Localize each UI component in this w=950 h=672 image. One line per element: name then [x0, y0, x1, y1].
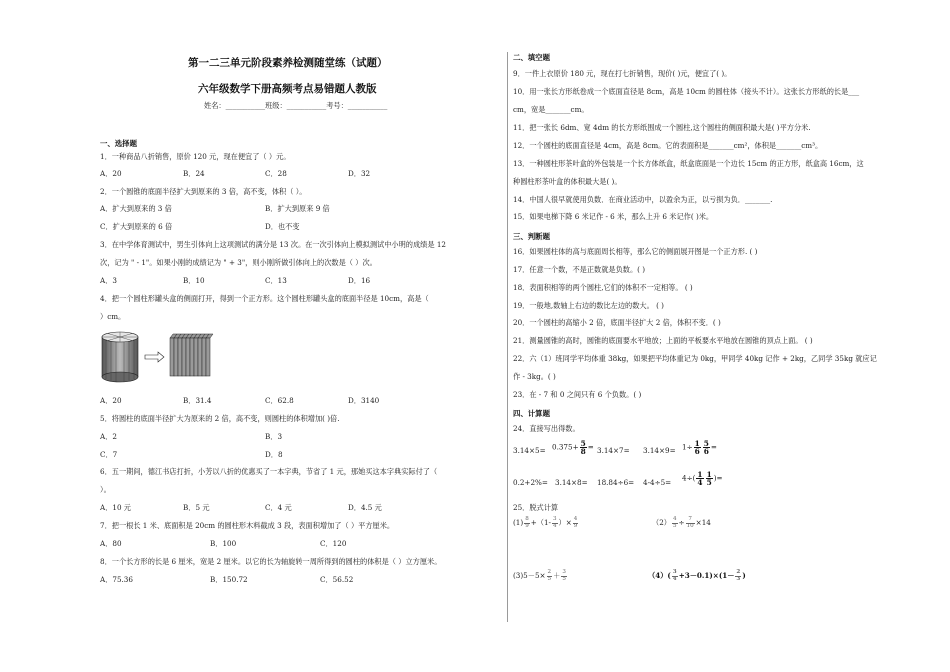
question-9: 9．一件上衣原价 180 元，现在打七折销售，现价( )元，便宜了( )。	[513, 69, 732, 78]
q7-option-c: C．120	[320, 539, 347, 548]
question-17: 17．任意一个数，不是正数就是负数。( )	[513, 265, 646, 274]
oral-calc-2: 0.375+ $\frac{5}{8}$ =	[552, 439, 594, 456]
question-1: 1．一种商品八折销售，原价 120 元，现在便宜了（ ）元。	[100, 152, 291, 161]
q5-option-b: B．3	[265, 432, 283, 441]
fraction: $\frac{4}{5}$	[672, 516, 677, 529]
q4-option-d: D．3140	[348, 396, 380, 405]
question-3-line1: 3．在中学体育测试中，男生引体向上这项测试的满分是 13 次。在一次引体向上模拟测试中小明的成绩是 12	[100, 240, 446, 249]
calc-25-1: (1) $\frac{8}{9}$ +（1- $\frac{3}{4}$ ）× $\frac{4}{9}$	[513, 516, 578, 529]
q7-option-b: B．100	[210, 539, 237, 548]
question-22-line1: 22．六（1）班同学平均体重 38kg，如果把平均体重记为 0kg，甲同学 40kg 记作 + 2kg，乙同学 35kg 就应记	[513, 354, 877, 363]
question-4-line2: ）cm。	[100, 312, 126, 321]
question-19: 19．一般地,数轴上右边的数比左边的数大。 ( )	[513, 301, 664, 310]
question-14: 14．中国人很早就使用负数．在商业活动中，以盈余为正，以亏损为负．_______.	[513, 195, 773, 204]
q6-option-a: A．10 元	[100, 503, 131, 512]
fraction: $\frac{3}{5}$	[562, 569, 566, 582]
question-4-line1: 4．把一个圆柱形罐头盒的侧面打开，得到一个正方形。这个圆柱形罐头盒的底面半径是 10cm，高是（	[100, 294, 429, 303]
q1-option-d: D．32	[348, 169, 371, 178]
calc-25-2: （2） $\frac{4}{5}$ ÷ $\frac{7}{10}$ ×14	[652, 516, 711, 529]
q4-option-c: C．62.8	[265, 396, 294, 405]
q3-option-d: D．16	[348, 276, 371, 285]
question-5: 5．将圆柱的底面半径扩大为原来的 2 倍，高不变，则圆柱的体积增加( )倍.	[100, 414, 340, 423]
question-12: 12．一个圆柱的底面直径是 4cm，高是 8cm。它的表面积是_______cm²，体积是_______cm³。	[513, 141, 823, 150]
fraction: $\frac{5}{8}$	[580, 439, 586, 456]
q6-option-c: C．4 元	[265, 503, 292, 512]
q5-option-a: A．2	[100, 432, 117, 441]
q3-option-b: B．10	[183, 276, 205, 285]
oral-calc-9: 4-4÷5=	[643, 478, 672, 487]
calc-25-4: （4）( $\frac{3}{4}$ +3－0.1)×(1－ $\frac{2}{3}$ )	[648, 569, 746, 582]
section-judge-heading: 三、判断题	[513, 232, 550, 241]
question-10-line1: 10．用一张长方形纸卷成一个底面直径是 8cm，高是 10cm 的圆柱体（接头不计）。这张长方形纸的长是___	[513, 87, 860, 96]
oral-calc-3: 3.14×7=	[597, 446, 630, 455]
q6-option-b: B．5 元	[183, 503, 210, 512]
fraction: $\frac{4}{9}$	[573, 516, 578, 529]
question-20: 20．一个圆柱的高缩小 2 倍，底面半径扩大 2 倍，体积不变．( )	[513, 318, 721, 327]
q8-option-c: C．56.52	[320, 575, 354, 584]
oral-calc-6: 0.2+2%=	[513, 478, 548, 487]
fraction: $\frac{1}{5}$	[706, 470, 712, 487]
section-calc-heading: 四、计算题	[513, 409, 550, 418]
right-arrow-icon	[145, 352, 164, 362]
student-info-line: 姓名：___________班级：___________考号：___________	[204, 101, 388, 110]
fraction: $\frac{1}{6}$	[694, 439, 700, 456]
question-24: 24．直接写出得数。	[513, 424, 580, 433]
q5-option-c: C．7	[100, 450, 118, 459]
column-divider	[507, 52, 508, 622]
oral-calc-1: 3.14×5=	[513, 446, 546, 455]
q8-option-a: A．75.36	[100, 575, 133, 584]
question-13-line2: 种圆柱形茶叶盒的体积最大是( )。	[513, 177, 622, 186]
oral-calc-5: 1÷ $\frac{1}{6}$ $\frac{5}{6}$ =	[682, 439, 717, 456]
question-8: 8．一个长方形的长是 6 厘米，宽是 2 厘米。以它的长为轴旋转一周所得到的圆柱的体积是（ ）立方厘米。	[100, 557, 442, 566]
question-6-line1: 6．五一期间，德江书店打折，小芳以八折的优惠买了一本字典，节省了 1 元，那她买这本字典实际付了（	[100, 467, 438, 476]
question-6-line2: ）。	[100, 485, 111, 494]
question-25: 25．脱式计算	[513, 503, 559, 512]
question-15: 15．如果电梯下降 6 米记作 - 6 米，那么上升 6 米记作( )米。	[513, 212, 714, 221]
fraction: $\frac{5}{6}$	[703, 439, 709, 456]
q2-option-c: C．扩大到原来的 6 倍	[100, 222, 173, 231]
fraction: $\frac{2}{5}$	[547, 569, 552, 582]
q2-option-b: B．扩大到原来 9 倍	[265, 204, 330, 213]
q1-option-a: A．20	[100, 169, 122, 178]
oral-calc-7: 3.14×8=	[555, 478, 588, 487]
fraction: $\frac{1}{4}$	[697, 470, 703, 487]
q2-option-d: D．也不变	[265, 222, 300, 231]
fraction: $\frac{3}{4}$	[672, 569, 677, 582]
oral-calc-10: 4÷( $\frac{1}{4}$ $\frac{1}{5}$ )=	[682, 470, 723, 487]
q1-option-c: C．28	[265, 169, 287, 178]
q8-option-b: B．150.72	[210, 575, 248, 584]
fraction: $\frac{2}{3}$	[736, 569, 741, 582]
oral-calc-8: 18.84÷6=	[597, 478, 635, 487]
paper-subtitle: 六年级数学下册高频考点易错题人教版	[198, 83, 377, 95]
question-13-line1: 13．一种圆柱形茶叶盒的外包装是一个长方体纸盒，纸盒底面是一个边长 15cm 的正方形，纸盒高 16cm，这	[513, 159, 864, 168]
cylinder-unfold-figure	[100, 328, 220, 386]
paper-title: 第一二三单元阶段素养检测随堂练（试题）	[188, 57, 388, 69]
question-21: 21．测量圆锥的高时，圆锥的底面要水平地放；上面的平板要水平地放在圆锥的顶点上面。 ( )	[513, 336, 813, 345]
fraction: $\frac{8}{9}$	[525, 516, 529, 529]
question-2: 2．一个圆锥的底面半径扩大到原来的 3 倍，高不变，体积（ ）。	[100, 187, 307, 196]
q1-option-b: B．24	[183, 169, 205, 178]
q7-option-a: A．80	[100, 539, 122, 548]
question-18: 18．表面积相等的两个圆柱,它们的体积不一定相等。 ( )	[513, 283, 693, 292]
question-7: 7．把一根长 1 米、底面积是 20cm 的圆柱形木料截成 3 段，表面积增加了（ ）平方厘米。	[100, 521, 395, 530]
question-16: 16．如果圆柱体的高与底面周长相等，那么它的侧面展开图是一个正方形. ( )	[513, 247, 758, 256]
q2-option-a: A．扩大到原来的 3 倍	[100, 204, 172, 213]
question-3-line2: 次，记为 " - 1"。如果小刚的成绩记为 " + 3"，则小刚所做引体向上的次数是（ ）次。	[100, 258, 377, 267]
q3-option-a: A．3	[100, 276, 117, 285]
q4-option-b: B．31.4	[183, 396, 212, 405]
question-22-line2: 作 - 3kg。( )	[513, 372, 556, 381]
calc-25-3: (3)5－5× $\frac{2}{5}$ ＋ $\frac{3}{5}$	[513, 569, 566, 582]
question-10-line2: cm，宽是_______cm。	[513, 105, 589, 114]
question-11: 11．把一张长 6dm、宽 4dm 的长方形纸围成一个圆柱,这个圆柱的侧面积最大是( )平方分米.	[513, 123, 811, 132]
q3-option-c: C．13	[265, 276, 287, 285]
section-fill-heading: 二、填空题	[513, 53, 550, 62]
question-23: 23．在 - 7 和 0 之间只有 6 个负数。( )	[513, 390, 642, 399]
fraction: $\frac{3}{4}$	[552, 516, 557, 529]
cylinder-shape	[102, 332, 138, 382]
oral-calc-4: 3.14×9=	[643, 446, 676, 455]
q4-option-a: A．20	[100, 396, 122, 405]
unfolded-pieces	[170, 334, 213, 376]
q5-option-d: D．8	[265, 450, 283, 459]
q6-option-d: D．4.5 元	[348, 503, 382, 512]
section-choice-heading: 一、选择题	[100, 139, 137, 148]
fraction: $\frac{7}{10}$	[686, 516, 694, 529]
